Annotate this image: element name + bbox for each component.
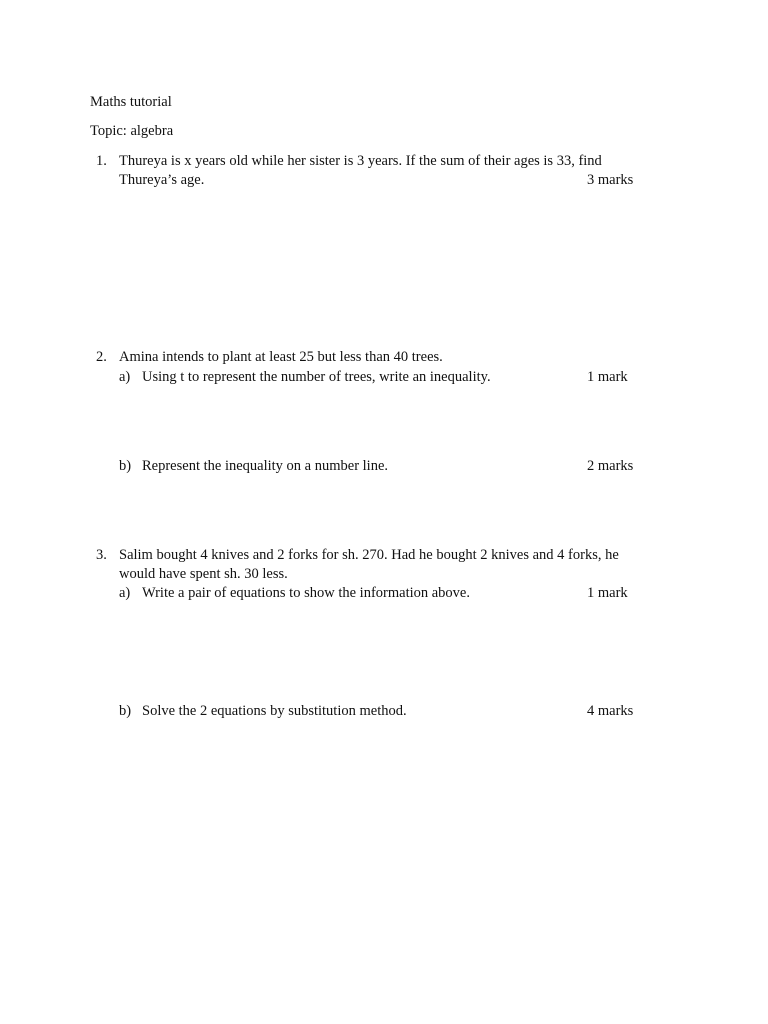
part-text: Write a pair of equations to show the information above.	[142, 585, 470, 601]
question-text-line: would have spent sh. 30 less.	[119, 566, 288, 582]
document-topic: Topic: algebra	[90, 123, 174, 139]
question-text-line: Salim bought 4 knives and 2 forks for sh. 270. Had he bought 2 knives and 4 forks, he	[119, 547, 619, 563]
question-text-line: Thureya is x years old while her sister is 3 years. If the sum of their ages is 33, find	[119, 153, 602, 169]
question-number: 1.	[96, 153, 107, 169]
question-marks: 3 marks	[587, 172, 634, 188]
part-marks: 4 marks	[587, 703, 634, 719]
part-marks: 2 marks	[587, 458, 634, 474]
part-label: a)	[119, 585, 131, 601]
part-marks: 1 mark	[587, 585, 628, 601]
question-number: 3.	[96, 547, 107, 563]
question-text-line: Amina intends to plant at least 25 but less than 40 trees.	[119, 349, 443, 365]
part-text: Represent the inequality on a number line.	[142, 458, 389, 474]
question-number: 2.	[96, 349, 107, 365]
part-label: a)	[119, 369, 131, 385]
part-marks: 1 mark	[587, 369, 628, 385]
part-text: Solve the 2 equations by substitution method.	[142, 703, 407, 719]
part-label: b)	[119, 458, 132, 474]
part-text: Using t to represent the number of trees, write an inequality.	[142, 369, 491, 385]
document-title: Maths tutorial	[90, 94, 172, 110]
question-text-line: Thureya’s age.	[119, 172, 205, 188]
part-label: b)	[119, 703, 132, 719]
